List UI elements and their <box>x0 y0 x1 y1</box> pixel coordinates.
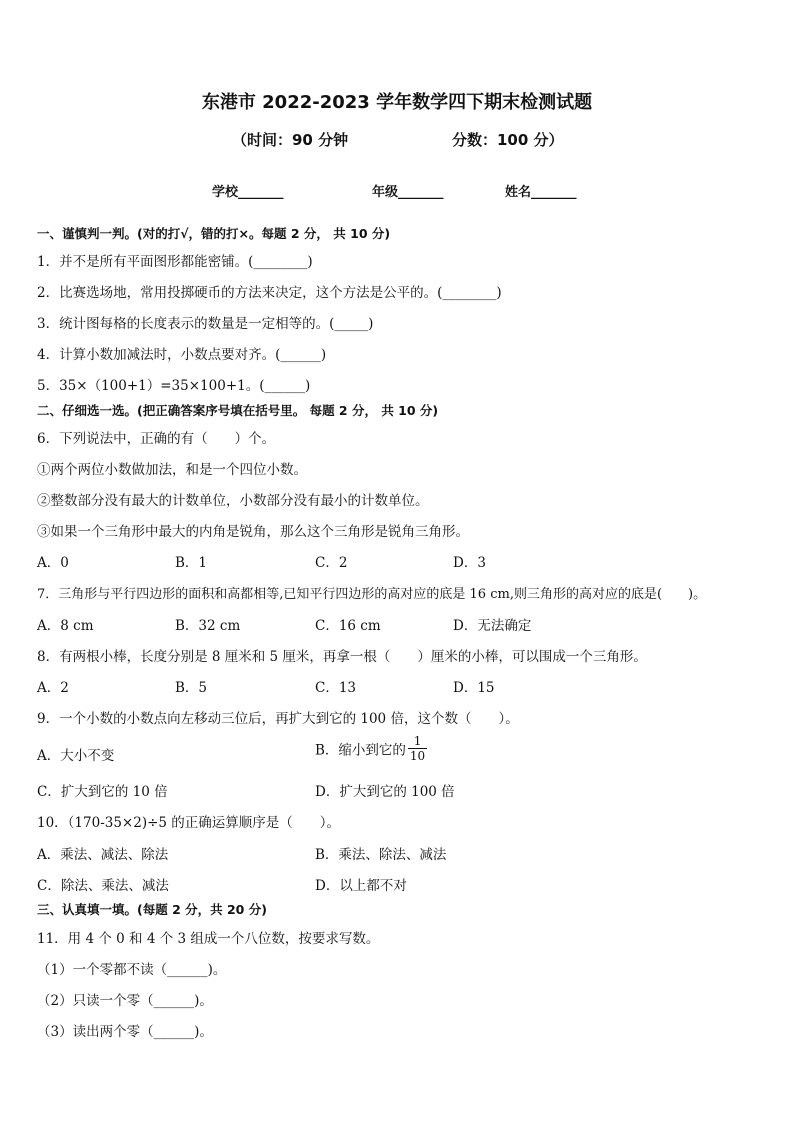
question-4: 4．计算小数加减法时，小数点要对齐。(______) <box>37 347 327 363</box>
question-1: 1．并不是所有平面图形都能密铺。(________) <box>37 254 313 270</box>
question-8: 8．有两根小棒，长度分别是 8 厘米和 5 厘米，再拿一根（ ）厘米的小棒，可以围成一个三角形。 <box>37 649 647 665</box>
fraction-denominator: 10 <box>409 749 426 763</box>
question-6-option-c: C．2 <box>315 555 348 571</box>
section2-heading: 二、仔细选一选。(把正确答案序号填在括号里。 每题 2 分， 共 10 分) <box>37 403 439 418</box>
fraction-numerator: 1 <box>408 734 427 749</box>
question-7-option-a: A．8 cm <box>37 618 94 634</box>
question-11-part-1: （1）一个零都不读（______)。 <box>37 962 227 978</box>
question-6-option-d: D．3 <box>453 555 486 571</box>
question-7-option-d: D．无法确定 <box>453 618 532 634</box>
question-9-option-b <box>315 734 427 763</box>
question-11: 11．用 4 个 0 和 4 个 3 组成一个八位数，按要求写数。 <box>37 931 380 947</box>
question-2: 2．比赛选场地，常用投掷硬币的方法来决定，这个方法是公平的。(________) <box>37 285 502 301</box>
question-9-option-a: A．大小不变 <box>37 748 115 764</box>
question-9-option-b-text: B．缩小到它的 <box>315 742 406 759</box>
section3-heading: 三、认真填一填。(每题 2 分，共 20 分) <box>37 902 267 917</box>
question-6-option-a: A．0 <box>37 555 69 571</box>
question-8-option-d: D．15 <box>453 680 495 696</box>
question-9-option-c: C．扩大到它的 10 倍 <box>37 784 168 800</box>
question-9: 9．一个小数的小数点向左移动三位后，再扩大到它的 100 倍，这个数（ ）。 <box>37 711 519 727</box>
question-6: 6．下列说法中，正确的有（ ）个。 <box>37 431 276 447</box>
question-8-option-c: C．13 <box>315 680 357 696</box>
section1-heading: 一、谨慎判一判。(对的打√，错的打×。每题 2 分， 共 10 分) <box>37 226 391 241</box>
name-field: 姓名_______ <box>505 185 577 200</box>
question-10-option-a: A．乘法、减法、除法 <box>37 847 169 863</box>
school-field: 学校_______ <box>212 185 284 200</box>
question-6-statement-2: ②整数部分没有最大的计数单位，小数部分没有最小的计数单位。 <box>37 493 429 509</box>
question-9-option-d: D．扩大到它的 100 倍 <box>315 784 455 800</box>
question-10-option-c: C．除法、乘法、减法 <box>37 878 169 894</box>
exam-time: （时间：90 分钟 <box>232 131 349 149</box>
grade-field: 年级_______ <box>372 185 444 200</box>
fraction <box>408 734 427 763</box>
question-11-part-3: （3）读出两个零（______)。 <box>37 1024 213 1040</box>
question-7-option-c: C．16 cm <box>315 618 381 634</box>
question-8-option-b: B．5 <box>175 680 208 696</box>
question-5: 5．35×（100+1）=35×100+1。(______) <box>37 378 311 394</box>
question-7-option-b: B．32 cm <box>175 618 241 634</box>
question-6-option-b: B．1 <box>175 555 208 571</box>
question-10-option-b: B．乘法、除法、减法 <box>315 847 447 863</box>
question-6-statement-3: ③如果一个三角形中最大的内角是锐角，那么这个三角形是锐角三角形。 <box>37 524 469 540</box>
question-8-option-a: A．2 <box>37 680 69 696</box>
exam-score: 分数：100 分） <box>452 131 564 149</box>
question-10-option-d: D．以上都不对 <box>315 878 407 894</box>
question-7: 7．三角形与平行四边形的面积和高都相等,已知平行四边形的高对应的底是 16 cm,则三角形的高对应的底是( )。 <box>37 587 707 602</box>
question-3: 3．统计图每格的长度表示的数量是一定相等的。(_____) <box>37 316 374 332</box>
question-6-statement-1: ①两个两位小数做加法，和是一个四位小数。 <box>37 462 307 478</box>
question-11-part-2: （2）只读一个零（______)。 <box>37 993 213 1009</box>
page-title: 东港市 2022-2023 学年数学四下期末检测试题 <box>201 92 593 113</box>
question-10: 10．（170-35×2)÷5 的正确运算顺序是（ ）。 <box>37 815 341 831</box>
